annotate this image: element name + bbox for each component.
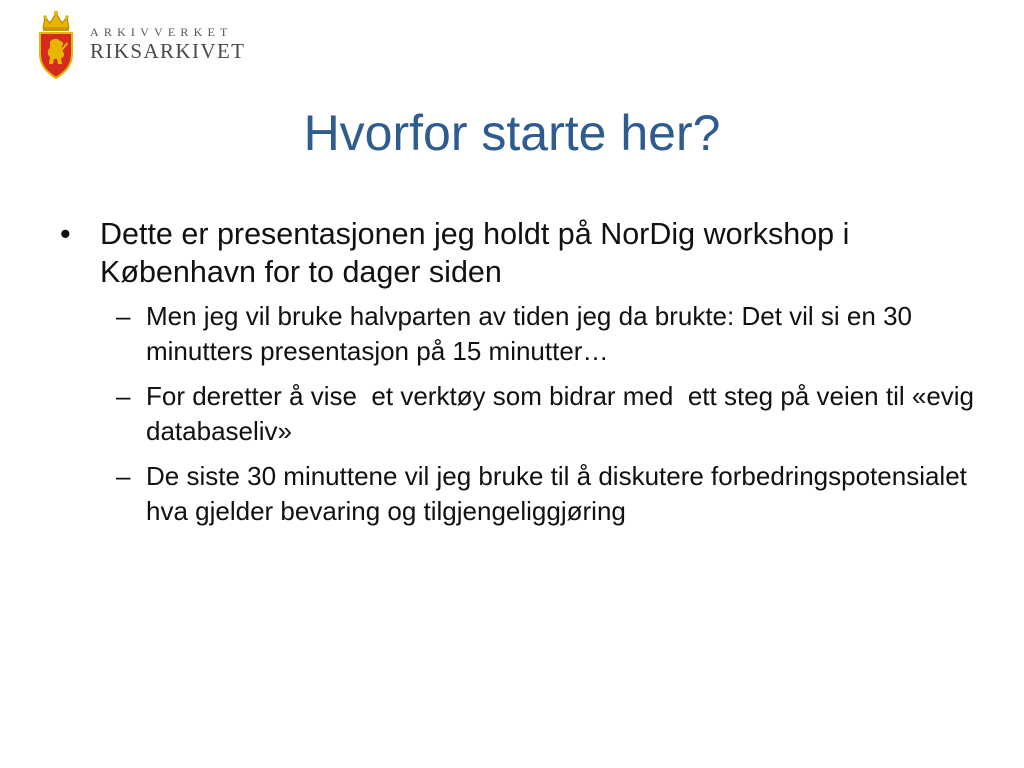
slide-title: Hvorfor starte her? [303, 105, 721, 161]
sub-bullet-marker: – [116, 461, 131, 491]
bullet-marker: • [60, 217, 71, 251]
sub-bullet-text: For deretter å vise et verktøy som bidrar med ett steg på veien til «evig databaseliv» [146, 381, 982, 446]
bullet-item [60, 215, 980, 291]
sub-bullet-item [60, 459, 980, 529]
sub-bullet-marker: – [116, 381, 131, 411]
norwegian-crest-icon [36, 8, 76, 80]
sub-bullet-marker: – [116, 301, 131, 331]
bullet-text: Dette er presentasjonen jeg holdt på NorDig workshop i København for to dager siden [100, 217, 858, 289]
logo-top-text: ARKIVVERKET [90, 25, 233, 39]
slide-content [60, 215, 980, 539]
logo-main-text: RIKSARKIVET [90, 39, 246, 63]
sub-bullet-item [60, 299, 980, 369]
sub-bullet-item [60, 379, 980, 449]
arkivverket-logo [36, 6, 245, 82]
logo-text [90, 25, 245, 63]
sub-bullet-text: Men jeg vil bruke halvparten av tiden jeg da brukte: Det vil si en 30 minutters presentasjon på 15 minutter… [146, 301, 920, 366]
sub-bullet-text: De siste 30 minuttene vil jeg bruke til å diskutere forbedringspotensialet hva gjelder bevaring og tilgjengeliggjøring [146, 461, 975, 526]
